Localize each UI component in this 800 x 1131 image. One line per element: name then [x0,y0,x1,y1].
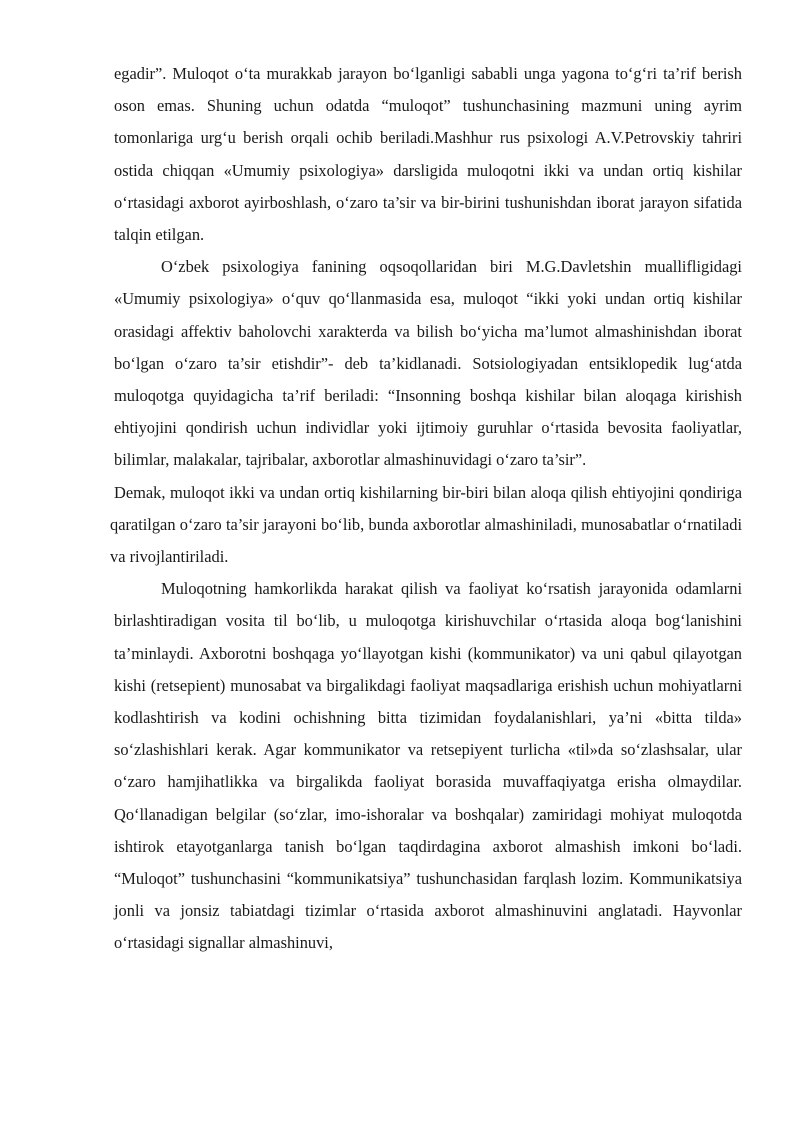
paragraph-2: O‘zbek psixologiya fanining oqsoqollaridan biri M.G.Davletshin muallifligidagi «Umumiy psixologiya» o‘quv qo‘llanmasida esa, muloqot “ikki yoki undan ortiq kishilar orasidagi affektiv baholovchi xarakterda va bilish bo‘yicha ma’lumot almashinishdan iborat bo‘lgan o‘zaro ta’sir etishdir”- deb ta’kidlanadi. Sotsiologiyadan entsiklopedik lug‘atda muloqotga quyidagicha ta’rif beriladi: “Insonning boshqa kishilar bilan aloqaga kirishish ehtiyojini qondirish uchun individlar yoki ijtimoiy guruhlar o‘rtasida bevosita faoliyatlar, bilimlar, malakalar, tajribalar, axborotlar almashinuvidagi o‘zaro ta’sir”. [114,257,742,470]
paragraph-3: Demak, muloqot ikki va undan ortiq kishilarning bir-biri bilan aloqa qilish ehtiyojini qondiriga qaratilgan o‘zaro ta’sir jarayoni bo‘lib, bunda axborotlar almashiniladi, munosabatlar o‘rnatiladi va rivojlantiriladi. [110,482,742,567]
document-page [110,58,742,960]
paragraph-1: egadir”. Muloqot o‘ta murakkab jarayon bo‘lganligi sababli unga yagona to‘g‘ri ta’rif berish oson emas. Shuning uchun odatda “muloqot” tushunchasining mazmuni uning ayrim tomonlariga urg‘u berish orqali ochib beriladi.Mashhur rus psixologi A.V.Petrovskiy tahriri ostida chiqqan «Umumiy psixologiya» darsligida muloqotni ikki va undan ortiq kishilar o‘rtasidagi axborot ayirboshlash, o‘zaro ta’sir va bir-birini tushunishdan iborat jarayon sifatida talqin etilgan. [114,64,742,245]
paragraph-4: Muloqotning hamkorlikda harakat qilish va faoliyat ko‘rsatish jarayonida odamlarni birlashtiradigan vosita til bo‘lib, u muloqotga kirishuvchilar o‘rtasida aloqa bog‘lanishini ta’minlaydi. Axborotni boshqaga yo‘llayotgan kishi (kommunikator) va uni qabul qilayotgan kishi (retsepient) munosabat va birgalikdagi faoliyat maqsadlariga erishish uchun mohiyatlarni kodlashtirish va kodini ochishning bitta tizimidan foydalanishlari, ya’ni «bitta tilda» so‘zlashishlari kerak. Agar kommunikator va retsepiyent turlicha «til»da so‘zlashsalar, ular o‘zaro hamjihatlikka va birgalikda faoliyat borasida muvaffaqiyatga erisha olmaydilar. Qo‘llanadigan belgilar (so‘zlar, imo-ishoralar va boshqalar) zamiridagi mohiyat muloqotda ishtirok etayotganlarga tanish bo‘lgan taqdirdagina axborot almashish imkoni bo‘ladi. “Muloqot” tushunchasini “kommunikatsiya” tushunchasidan farqlash lozim. Kommunikatsiya jonli va jonsiz tabiatdagi tizimlar o‘rtasida axborot almashinuvini anglatadi. Hayvonlar o‘rtasidagi signallar almashinuvi, [114,579,742,953]
